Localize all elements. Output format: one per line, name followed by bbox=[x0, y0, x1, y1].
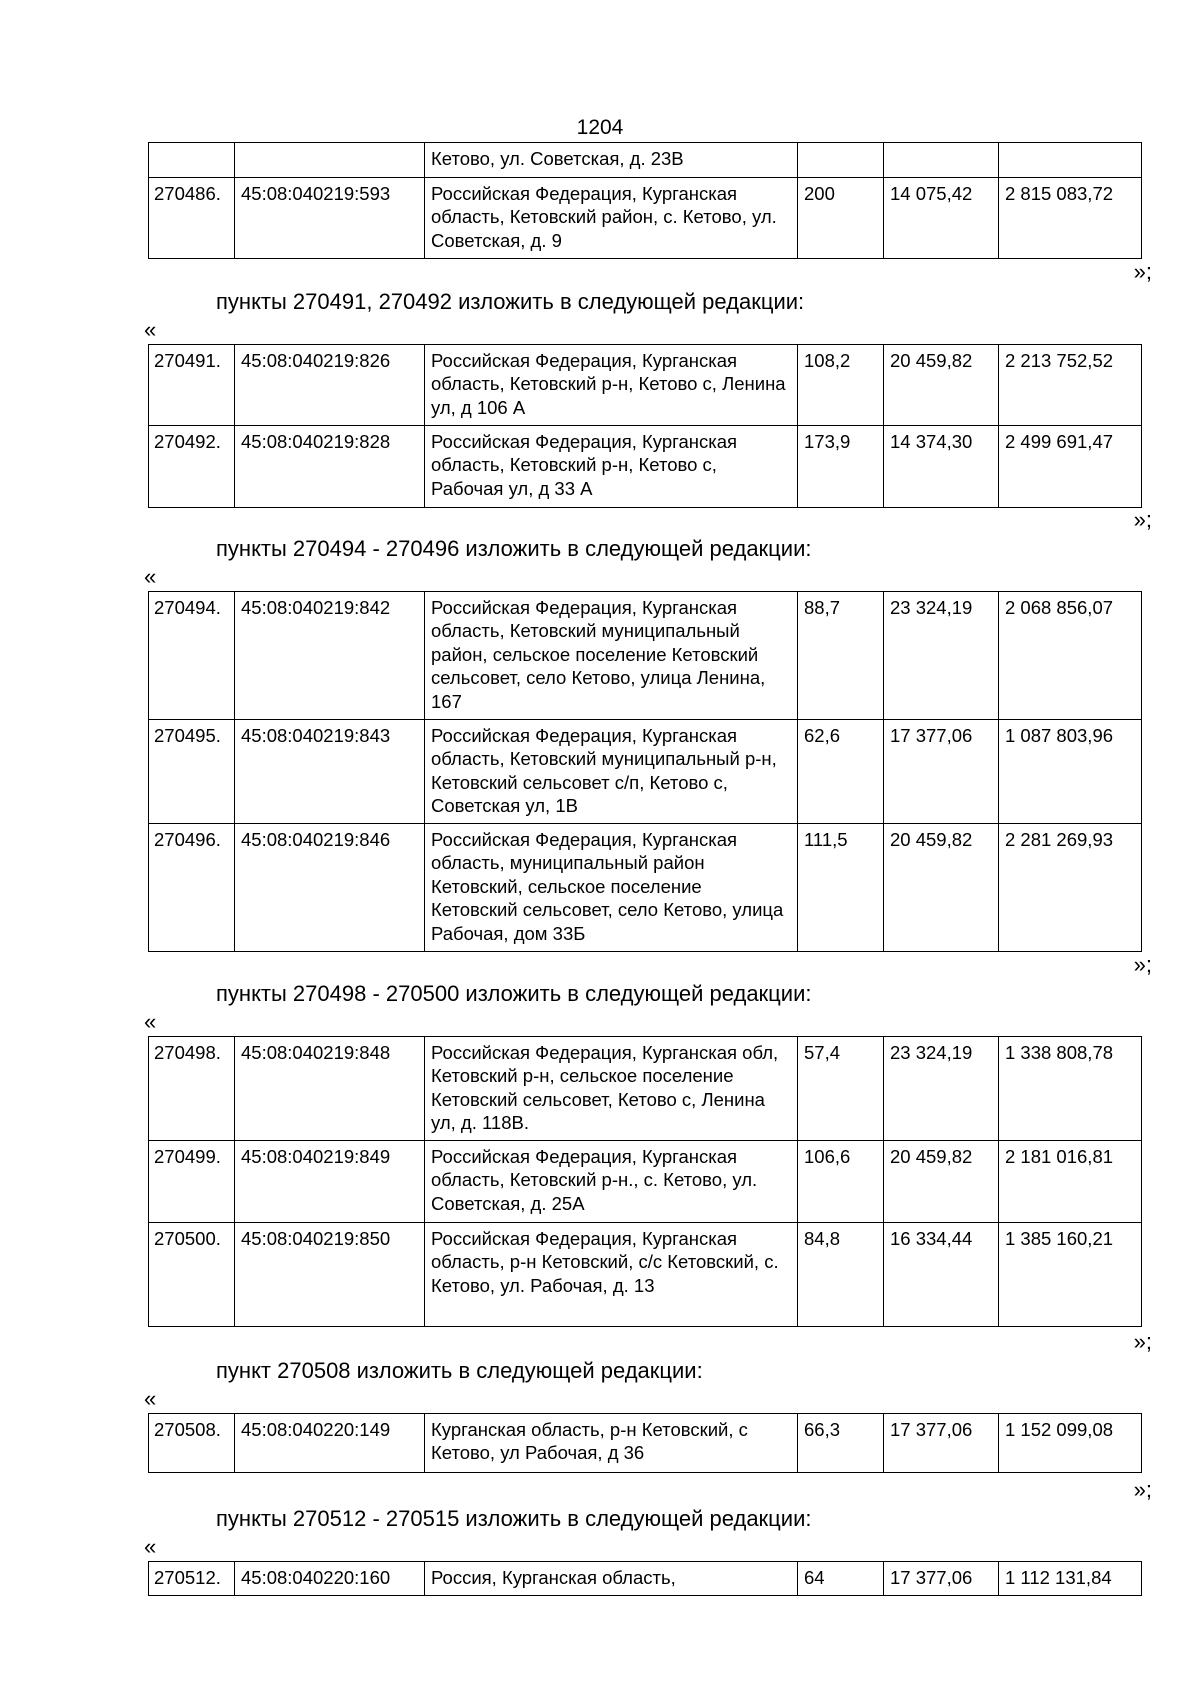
close-quote: »; bbox=[1133, 1329, 1152, 1354]
address: Курганская область, р-н Кетовский, с Кетово, ул Рабочая, д 36 bbox=[425, 1414, 798, 1473]
item-number: 270495. bbox=[149, 720, 235, 824]
item-number: 270508. bbox=[149, 1414, 235, 1473]
address: Россия, Курганская область, bbox=[425, 1562, 798, 1596]
total-value bbox=[999, 143, 1142, 178]
total-value: 2 281 269,93 bbox=[999, 824, 1142, 952]
amendment-heading: пункты 270498 - 270500 изложить в следующей редакции: bbox=[216, 981, 812, 1006]
area: 88,7 bbox=[798, 592, 884, 720]
total-value: 2 499 691,47 bbox=[999, 426, 1142, 508]
address: Российская Федерация, Курганская область, муниципальный район Кетовский, сельское поселение Кетовский сельсовет, село Кетово, улица Рабочая, дом 33Б bbox=[425, 824, 798, 952]
address: Российская Федерация, Курганская область, Кетовский муниципальный район, сельское поселение Кетовский сельсовет, село Кетово, улица Ленина, 167 bbox=[425, 592, 798, 720]
total-value: 1 385 160,21 bbox=[999, 1223, 1142, 1327]
cadastral-number: 45:08:040219:593 bbox=[235, 178, 425, 259]
item-number: 270491. bbox=[149, 345, 235, 426]
item-number: 270492. bbox=[149, 426, 235, 508]
unit-price: 16 334,44 bbox=[884, 1223, 999, 1327]
item-number: 270512. bbox=[149, 1562, 235, 1596]
amendment-heading: пункты 270491, 270492 изложить в следующей редакции: bbox=[216, 289, 805, 314]
item-number: 270498. bbox=[149, 1037, 235, 1141]
page-number: 1204 bbox=[576, 116, 624, 139]
property-table bbox=[148, 1413, 1142, 1473]
address: Российская Федерация, Курганская обл, Кетовский р-н, сельское поселение Кетовский сельсовет, Кетово с, Ленина ул, д. 118В. bbox=[425, 1037, 798, 1141]
open-quote: « bbox=[144, 317, 157, 342]
table-row bbox=[149, 824, 1142, 952]
address: Российская Федерация, Курганская область, Кетовский район, с. Кетово, ул. Советская, д. 9 bbox=[425, 178, 798, 259]
area: 111,5 bbox=[798, 824, 884, 952]
cadastral-number: 45:08:040219:850 bbox=[235, 1223, 425, 1327]
unit-price: 14 374,30 bbox=[884, 426, 999, 508]
table-row bbox=[149, 1562, 1142, 1596]
cadastral-number: 45:08:040219:848 bbox=[235, 1037, 425, 1141]
unit-price: 23 324,19 bbox=[884, 1037, 999, 1141]
amendment-heading: пункты 270494 - 270496 изложить в следующей редакции: bbox=[216, 536, 812, 561]
unit-price: 20 459,82 bbox=[884, 345, 999, 426]
total-value: 2 213 752,52 bbox=[999, 345, 1142, 426]
property-table-continuation bbox=[148, 142, 1142, 259]
table-row bbox=[149, 143, 1142, 178]
amendment-heading: пункт 270508 изложить в следующей редакции: bbox=[216, 1358, 703, 1383]
close-quote: »; bbox=[1133, 259, 1152, 284]
table-row bbox=[149, 720, 1142, 824]
area: 57,4 bbox=[798, 1037, 884, 1141]
address: Российская Федерация, Курганская область, Кетовский р-н, Кетово с, Рабочая ул, д 33 А bbox=[425, 426, 798, 508]
close-quote: »; bbox=[1133, 1477, 1152, 1502]
property-table bbox=[148, 591, 1142, 952]
table-row bbox=[149, 1037, 1142, 1141]
unit-price: 17 377,06 bbox=[884, 1562, 999, 1596]
cadastral-number: 45:08:040219:828 bbox=[235, 426, 425, 508]
area: 200 bbox=[798, 178, 884, 259]
total-value: 1 087 803,96 bbox=[999, 720, 1142, 824]
table-row bbox=[149, 178, 1142, 259]
property-table bbox=[148, 1561, 1142, 1596]
cadastral-number: 45:08:040220:149 bbox=[235, 1414, 425, 1473]
address: Российская Федерация, Курганская область, Кетовский муниципальный р-н, Кетовский сельсовет с/п, Кетово с, Советская ул, 1В bbox=[425, 720, 798, 824]
unit-price: 23 324,19 bbox=[884, 592, 999, 720]
unit-price: 20 459,82 bbox=[884, 1141, 999, 1223]
close-quote: »; bbox=[1133, 952, 1152, 977]
open-quote: « bbox=[144, 564, 157, 589]
area: 62,6 bbox=[798, 720, 884, 824]
table-row bbox=[149, 1414, 1142, 1473]
cadastral-number: 45:08:040219:849 bbox=[235, 1141, 425, 1223]
table-row bbox=[149, 592, 1142, 720]
cadastral-number: 45:08:040220:160 bbox=[235, 1562, 425, 1596]
open-quote: « bbox=[144, 1009, 157, 1034]
area: 84,8 bbox=[798, 1223, 884, 1327]
unit-price: 20 459,82 bbox=[884, 824, 999, 952]
table-row bbox=[149, 426, 1142, 508]
area: 173,9 bbox=[798, 426, 884, 508]
address: Кетово, ул. Советская, д. 23В bbox=[425, 143, 798, 178]
open-quote: « bbox=[144, 1534, 157, 1559]
total-value: 1 152 099,08 bbox=[999, 1414, 1142, 1473]
table-row bbox=[149, 1141, 1142, 1223]
area: 64 bbox=[798, 1562, 884, 1596]
total-value: 2 068 856,07 bbox=[999, 592, 1142, 720]
amendment-heading: пункты 270512 - 270515 изложить в следующей редакции: bbox=[216, 1506, 812, 1531]
close-quote: »; bbox=[1133, 507, 1152, 532]
total-value: 1 338 808,78 bbox=[999, 1037, 1142, 1141]
property-table bbox=[148, 1036, 1142, 1327]
table-row bbox=[149, 345, 1142, 426]
unit-price: 17 377,06 bbox=[884, 720, 999, 824]
property-table bbox=[148, 344, 1142, 508]
address: Российская Федерация, Курганская область, р-н Кетовский, с/с Кетовский, с. Кетово, ул. Рабочая, д. 13 bbox=[425, 1223, 798, 1327]
area: 106,6 bbox=[798, 1141, 884, 1223]
cadastral-number: 45:08:040219:842 bbox=[235, 592, 425, 720]
unit-price: 14 075,42 bbox=[884, 178, 999, 259]
total-value: 2 815 083,72 bbox=[999, 178, 1142, 259]
item-number: 270496. bbox=[149, 824, 235, 952]
cadastral-number: 45:08:040219:843 bbox=[235, 720, 425, 824]
item-number: 270494. bbox=[149, 592, 235, 720]
cadastral-number bbox=[235, 143, 425, 178]
table-row bbox=[149, 1223, 1142, 1327]
total-value: 1 112 131,84 bbox=[999, 1562, 1142, 1596]
unit-price: 17 377,06 bbox=[884, 1414, 999, 1473]
total-value: 2 181 016,81 bbox=[999, 1141, 1142, 1223]
item-number: 270486. bbox=[149, 178, 235, 259]
area bbox=[798, 143, 884, 178]
unit-price bbox=[884, 143, 999, 178]
item-number bbox=[149, 143, 235, 178]
cadastral-number: 45:08:040219:826 bbox=[235, 345, 425, 426]
item-number: 270499. bbox=[149, 1141, 235, 1223]
area: 66,3 bbox=[798, 1414, 884, 1473]
item-number: 270500. bbox=[149, 1223, 235, 1327]
open-quote: « bbox=[144, 1386, 157, 1411]
address: Российская Федерация, Курганская область, Кетовский р-н, Кетово с, Ленина ул, д 106 А bbox=[425, 345, 798, 426]
cadastral-number: 45:08:040219:846 bbox=[235, 824, 425, 952]
area: 108,2 bbox=[798, 345, 884, 426]
address: Российская Федерация, Курганская область, Кетовский р-н., с. Кетово, ул. Советская, д. 25А bbox=[425, 1141, 798, 1223]
